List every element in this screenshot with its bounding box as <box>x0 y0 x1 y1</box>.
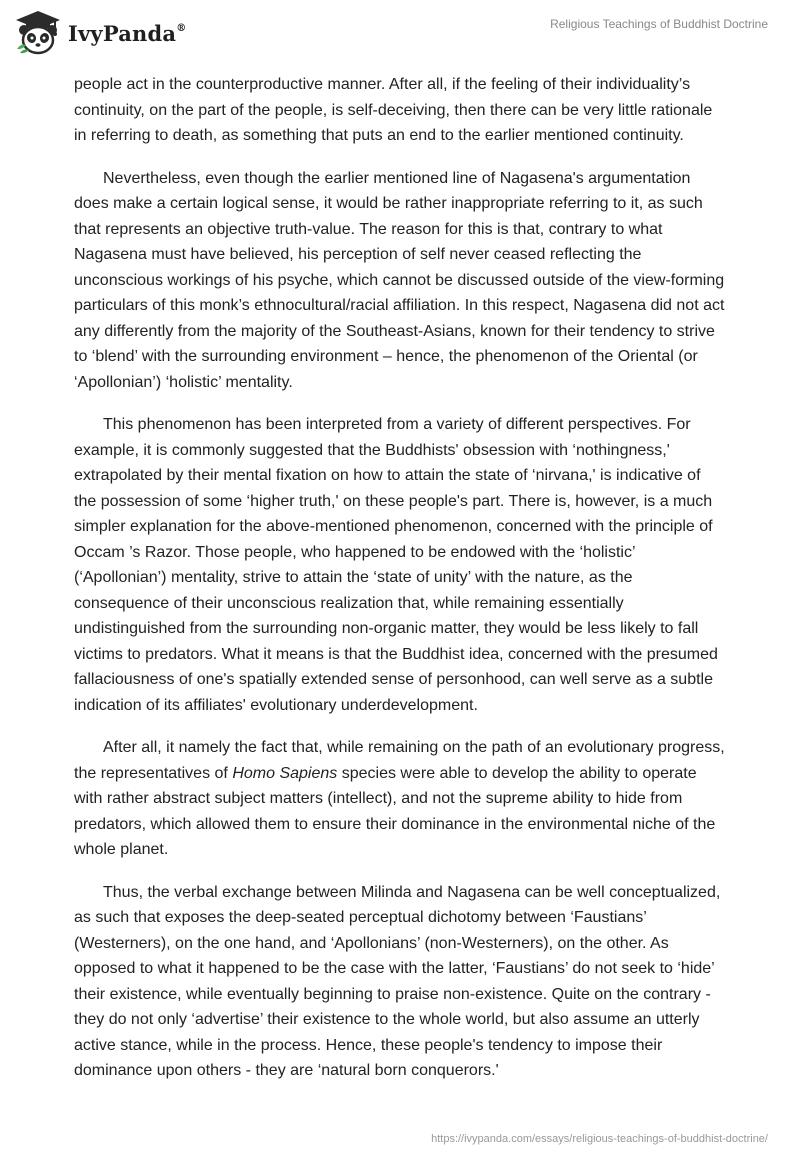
paragraph-text: After all, it namely the fact that, while remaining on the path of an evolutionary progress, the representatives of <box>74 739 725 782</box>
panda-graduate-icon <box>14 9 62 55</box>
brand-name: IvyPanda® <box>68 20 187 46</box>
paragraph-3 <box>74 412 726 718</box>
italic-term: Homo Sapiens <box>232 764 338 782</box>
paragraph-text: Thus, the verbal exchange between Milinda and Nagasena can be well conceptualized, as such that exposes the deep-seated perceptual dichotomy between ‘Faustians’ (Westerners), on the one hand, and ‘Apollonians’ (non-Westerners), on the other. As opposed to what it happened to be the case with the latter, ‘Faustians’ do not seek to ‘hide’ their existence, while eventually beginning to praise non-existence. Quite on the contrary - they do not only ‘advertise’ their existence to the whole world, but also assume an utterly active stance, while in the process. Hence, these people's tendency to impose their dominance upon others - they are ‘natural born conquerors.' <box>74 883 721 1079</box>
paragraph-5 <box>74 880 726 1084</box>
paragraph-2 <box>74 166 726 396</box>
source-url[interactable]: https://ivypanda.com/essays/religious-teachings-of-buddhist-doctrine/ <box>431 1133 768 1145</box>
document-title: Religious Teachings of Buddhist Doctrine <box>550 17 768 31</box>
paragraph-text: Nevertheless, even though the earlier mentioned line of Nagasena's argumentation does make a certain logical sense, it would be rather inappropriate referring to it, as such that represents an objective truth-value. The reason for this is that, contrary to what Nagasena must have believed, his perception of self never ceased reflecting the unconscious workings of his psyche, which cannot be discussed outside of the view-forming particulars of this monk’s ethnocultural/racial affiliation. In this respect, Nagasena did not act any differently from the majority of the Southeast-Asians, known for their tendency to strive to ‘blend’ with the surrounding environment – hence, the phenomenon of the Oriental (or ‘Apollonian’) ‘holistic’ mentality. <box>74 169 725 391</box>
paragraph-text: people act in the counterproductive manner. After all, if the feeling of their individuality’s continuity, on the part of the people, is self-deceiving, then there can be very little rationale in referring to death, as something that puts an end to the earlier mentioned continuity. <box>74 76 713 144</box>
page-header <box>0 0 800 64</box>
paragraph-1 <box>74 72 726 149</box>
essay-body <box>74 72 726 1101</box>
paragraph-text: This phenomenon has been interpreted from a variety of different perspectives. For example, it is commonly suggested that the Buddhists' obsession with ‘nothingness,' extrapolated by their mental fixation on how to attain the state of ‘nirvana,' is indicative of the possession of some ‘higher truth,' on these people's part. There is, however, is a much simpler explanation for the above-mentioned phenomenon, concerned with the principle of Occam ’s Razor. Those people, who happened to be endowed with the ‘holistic’ (‘Apollonian’) mentality, strive to attain the ‘state of unity’ with the nature, as the consequence of their unconscious realization that, while remaining essentially undistinguished from the surrounding non-organic matter, they would be less likely to fall victims to predators. What it means is that the Buddhist idea, concerned with the presumed fallaciousness of one's spatially extended sense of personhood, can well serve as a subtle indication of its affiliates' evolutionary underdevelopment. <box>74 416 718 714</box>
paragraph-4 <box>74 735 726 863</box>
brand-logo[interactable] <box>14 9 186 55</box>
paragraph-text: species were able to develop the ability to operate with rather abstract subject matters (intellect), and not the supreme ability to hide from predators, which allowed them to ensure their dominance in the environmental niche of the whole planet. <box>74 764 716 858</box>
